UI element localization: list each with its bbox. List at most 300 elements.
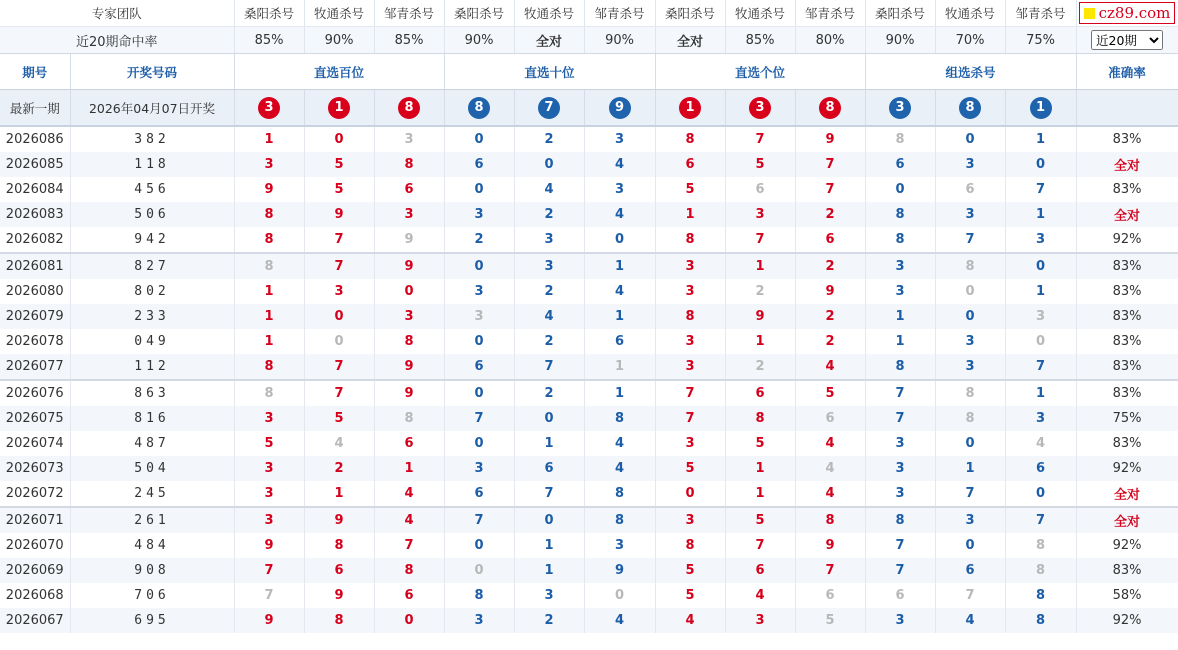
kill-number-cell: 3 — [374, 304, 444, 329]
expert-name: 桑阳杀号 — [865, 0, 935, 27]
draw-number-cell: 382 — [70, 126, 234, 152]
period-select[interactable] — [1091, 30, 1163, 50]
kill-number-cell: 1 — [514, 533, 584, 558]
recent-rate: 90% — [865, 27, 935, 54]
kill-number-cell: 4 — [584, 608, 655, 633]
kill-number-cell: 9 — [234, 608, 304, 633]
kill-number-cell: 8 — [1005, 608, 1076, 633]
kill-number-cell: 5 — [725, 507, 795, 533]
kill-number-cell: 9 — [304, 202, 374, 227]
kill-number-cell: 7 — [865, 533, 935, 558]
kill-number-cell: 0 — [444, 533, 514, 558]
recent-rate: 85% — [725, 27, 795, 54]
kill-number-cell: 6 — [795, 406, 865, 431]
number-ball: 1 — [679, 97, 701, 119]
expert-name: 牧通杀号 — [725, 0, 795, 27]
kill-number-cell: 8 — [655, 227, 725, 253]
kill-number-cell: 7 — [1005, 177, 1076, 202]
expert-name: 牧通杀号 — [514, 0, 584, 27]
period-cell: 2026074 — [0, 431, 70, 456]
kill-number-cell: 3 — [234, 406, 304, 431]
kill-number-cell: 3 — [1005, 304, 1076, 329]
kill-number-cell: 3 — [655, 354, 725, 380]
kill-number-cell: 3 — [444, 304, 514, 329]
kill-number-cell: 6 — [1005, 456, 1076, 481]
draw-number-cell: 484 — [70, 533, 234, 558]
accuracy-cell: 全对 — [1076, 152, 1178, 177]
kill-number-cell: 5 — [304, 152, 374, 177]
kill-number-cell: 3 — [655, 279, 725, 304]
kill-number-cell: 7 — [795, 558, 865, 583]
kill-number-cell: 1 — [514, 558, 584, 583]
kill-number-cell: 1 — [234, 304, 304, 329]
kill-number-cell: 0 — [514, 152, 584, 177]
table-row — [0, 253, 1178, 279]
kill-number-cell: 0 — [304, 304, 374, 329]
draw-number-cell: 456 — [70, 177, 234, 202]
kill-number-cell: 8 — [935, 380, 1005, 406]
kill-number-cell: 3 — [725, 202, 795, 227]
expert-name: 牧通杀号 — [935, 0, 1005, 27]
latest-row — [0, 90, 1178, 127]
period-cell: 2026071 — [0, 507, 70, 533]
kill-number-cell: 6 — [795, 583, 865, 608]
kill-number-cell: 8 — [234, 227, 304, 253]
kill-number-cell: 6 — [935, 177, 1005, 202]
kill-number-cell: 1 — [865, 304, 935, 329]
kill-number-cell: 3 — [584, 177, 655, 202]
accuracy-cell: 83% — [1076, 431, 1178, 456]
draw-number-cell: 695 — [70, 608, 234, 633]
table-row — [0, 177, 1178, 202]
accuracy-cell: 全对 — [1076, 481, 1178, 507]
kill-number-cell: 2 — [725, 279, 795, 304]
kill-number-cell: 7 — [304, 380, 374, 406]
latest-ball-cell — [234, 90, 304, 127]
period-cell: 2026076 — [0, 380, 70, 406]
latest-ball-cell — [655, 90, 725, 127]
latest-ball-cell — [444, 90, 514, 127]
kill-number-cell: 6 — [725, 177, 795, 202]
kill-number-cell: 3 — [865, 431, 935, 456]
kill-number-cell: 8 — [725, 406, 795, 431]
kill-number-cell: 1 — [1005, 126, 1076, 152]
kill-number-cell: 3 — [584, 533, 655, 558]
kill-number-cell: 0 — [444, 253, 514, 279]
kill-number-cell: 3 — [234, 507, 304, 533]
number-ball: 3 — [258, 97, 280, 119]
table-row — [0, 533, 1178, 558]
table-row — [0, 380, 1178, 406]
kill-number-cell: 7 — [444, 406, 514, 431]
kill-number-cell: 3 — [444, 279, 514, 304]
kill-number-cell: 8 — [1005, 533, 1076, 558]
table-row — [0, 152, 1178, 177]
kill-number-cell: 6 — [374, 431, 444, 456]
kill-number-cell: 4 — [655, 608, 725, 633]
latest-ball-cell — [1005, 90, 1076, 127]
kill-number-cell: 4 — [935, 608, 1005, 633]
number-ball: 9 — [609, 97, 631, 119]
expert-name: 牧通杀号 — [304, 0, 374, 27]
kill-number-cell: 0 — [1005, 481, 1076, 507]
recent-rate: 90% — [444, 27, 514, 54]
kill-number-cell: 6 — [444, 152, 514, 177]
kill-number-cell: 1 — [584, 304, 655, 329]
kill-number-cell: 0 — [1005, 253, 1076, 279]
table-row — [0, 227, 1178, 253]
period-cell: 2026079 — [0, 304, 70, 329]
kill-number-cell: 3 — [865, 481, 935, 507]
draw-number-cell: 118 — [70, 152, 234, 177]
kill-number-cell: 1 — [725, 329, 795, 354]
accuracy-cell: 75% — [1076, 406, 1178, 431]
kill-number-cell: 3 — [584, 126, 655, 152]
kill-number-cell: 8 — [374, 152, 444, 177]
kill-number-cell: 0 — [935, 304, 1005, 329]
expert-name: 邹青杀号 — [1005, 0, 1076, 27]
site-logo[interactable] — [1079, 2, 1176, 24]
kill-number-cell: 6 — [865, 152, 935, 177]
kill-number-cell: 7 — [725, 126, 795, 152]
kill-number-cell: 0 — [935, 126, 1005, 152]
draw-number-cell: 706 — [70, 583, 234, 608]
kill-number-cell: 7 — [1005, 354, 1076, 380]
period-cell: 2026083 — [0, 202, 70, 227]
kill-number-cell: 2 — [514, 608, 584, 633]
accuracy-cell: 83% — [1076, 177, 1178, 202]
kill-number-cell: 4 — [725, 583, 795, 608]
recent-rate: 85% — [374, 27, 444, 54]
kill-number-cell: 3 — [655, 507, 725, 533]
kill-number-cell: 8 — [795, 507, 865, 533]
period-cell: 2026068 — [0, 583, 70, 608]
kill-number-cell: 8 — [234, 253, 304, 279]
kill-number-cell: 9 — [725, 304, 795, 329]
kill-number-cell: 9 — [374, 380, 444, 406]
kill-number-cell: 0 — [444, 126, 514, 152]
table-row — [0, 126, 1178, 152]
kill-number-cell: 2 — [514, 329, 584, 354]
period-cell: 2026070 — [0, 533, 70, 558]
kill-number-cell: 8 — [584, 481, 655, 507]
latest-label: 最新一期 — [0, 90, 70, 127]
kill-number-cell: 3 — [514, 253, 584, 279]
kill-number-cell: 1 — [725, 253, 795, 279]
kill-number-cell: 8 — [374, 329, 444, 354]
kill-number-cell: 0 — [935, 533, 1005, 558]
draw-number-cell: 827 — [70, 253, 234, 279]
recent-rate-row — [0, 27, 1178, 54]
kill-number-cell: 0 — [444, 380, 514, 406]
kill-number-cell: 6 — [444, 481, 514, 507]
kill-number-cell: 4 — [514, 304, 584, 329]
recent-rate: 90% — [584, 27, 655, 54]
kill-number-cell: 3 — [655, 253, 725, 279]
kill-number-cell: 1 — [234, 329, 304, 354]
recent-rate: 全对 — [655, 27, 725, 54]
kill-number-cell: 1 — [374, 456, 444, 481]
table-row — [0, 202, 1178, 227]
kill-number-cell: 1 — [234, 126, 304, 152]
kill-number-cell: 2 — [795, 304, 865, 329]
draw-number-cell: 487 — [70, 431, 234, 456]
kill-number-cell: 3 — [1005, 227, 1076, 253]
expert-name: 桑阳杀号 — [444, 0, 514, 27]
kill-number-cell: 7 — [304, 227, 374, 253]
latest-accuracy-empty — [1076, 90, 1178, 127]
kill-number-cell: 8 — [304, 608, 374, 633]
kill-number-cell: 7 — [795, 177, 865, 202]
kill-number-cell: 8 — [584, 507, 655, 533]
number-ball: 8 — [959, 97, 981, 119]
recent-rate: 90% — [304, 27, 374, 54]
col-group-units: 直选个位 — [655, 54, 865, 90]
kill-number-cell: 9 — [584, 558, 655, 583]
kill-number-cell: 3 — [304, 279, 374, 304]
period-select-cell — [1076, 27, 1178, 54]
kill-number-cell: 6 — [514, 456, 584, 481]
kill-number-cell: 3 — [1005, 406, 1076, 431]
latest-ball-cell — [514, 90, 584, 127]
kill-number-cell: 8 — [865, 227, 935, 253]
kill-number-cell: 0 — [514, 406, 584, 431]
period-cell: 2026077 — [0, 354, 70, 380]
table-row — [0, 608, 1178, 633]
kill-number-cell: 4 — [584, 279, 655, 304]
period-cell: 2026067 — [0, 608, 70, 633]
period-cell: 2026073 — [0, 456, 70, 481]
kill-number-cell: 8 — [655, 533, 725, 558]
kill-number-cell: 6 — [374, 583, 444, 608]
table-row — [0, 507, 1178, 533]
kill-number-cell: 8 — [584, 406, 655, 431]
kill-number-cell: 2 — [514, 279, 584, 304]
kill-number-cell: 0 — [655, 481, 725, 507]
draw-number-cell: 245 — [70, 481, 234, 507]
kill-number-cell: 6 — [725, 380, 795, 406]
kill-number-cell: 7 — [935, 583, 1005, 608]
kill-number-cell: 7 — [725, 533, 795, 558]
kill-number-cell: 9 — [795, 533, 865, 558]
kill-number-cell: 1 — [584, 354, 655, 380]
accuracy-cell: 全对 — [1076, 202, 1178, 227]
kill-number-cell: 4 — [1005, 431, 1076, 456]
kill-number-cell: 3 — [935, 152, 1005, 177]
accuracy-cell: 92% — [1076, 456, 1178, 481]
logo-cell — [1076, 0, 1178, 27]
table-row — [0, 406, 1178, 431]
kill-number-cell: 1 — [514, 431, 584, 456]
kill-number-cell: 7 — [795, 152, 865, 177]
kill-number-cell: 3 — [234, 481, 304, 507]
kill-number-cell: 8 — [374, 558, 444, 583]
kill-number-cell: 8 — [1005, 583, 1076, 608]
period-cell: 2026085 — [0, 152, 70, 177]
accuracy-cell: 83% — [1076, 558, 1178, 583]
table-row — [0, 304, 1178, 329]
kill-number-cell: 9 — [304, 583, 374, 608]
recent-rate: 80% — [795, 27, 865, 54]
col-group-hundreds: 直选百位 — [234, 54, 444, 90]
kill-number-cell: 2 — [795, 253, 865, 279]
kill-number-cell: 2 — [444, 227, 514, 253]
latest-ball-cell — [935, 90, 1005, 127]
kill-number-cell: 0 — [935, 279, 1005, 304]
kill-number-cell: 0 — [444, 329, 514, 354]
kill-number-cell: 3 — [935, 329, 1005, 354]
table-row — [0, 481, 1178, 507]
number-ball: 1 — [328, 97, 350, 119]
kill-number-cell: 4 — [514, 177, 584, 202]
table-row — [0, 558, 1178, 583]
kill-number-cell: 9 — [795, 279, 865, 304]
col-draw: 开奖号码 — [70, 54, 234, 90]
kill-number-cell: 7 — [725, 227, 795, 253]
kill-number-cell: 2 — [795, 202, 865, 227]
kill-number-cell: 8 — [234, 202, 304, 227]
kill-number-cell: 7 — [444, 507, 514, 533]
draw-number-cell: 233 — [70, 304, 234, 329]
accuracy-cell: 83% — [1076, 304, 1178, 329]
number-ball: 1 — [1030, 97, 1052, 119]
kill-number-cell: 4 — [374, 481, 444, 507]
latest-ball-cell — [865, 90, 935, 127]
kill-number-cell: 6 — [935, 558, 1005, 583]
table-row — [0, 329, 1178, 354]
kill-number-cell: 5 — [234, 431, 304, 456]
kill-number-cell: 6 — [655, 152, 725, 177]
kill-number-cell: 3 — [725, 608, 795, 633]
kill-number-cell: 8 — [865, 507, 935, 533]
kill-number-cell: 4 — [584, 456, 655, 481]
kill-number-cell: 3 — [444, 202, 514, 227]
kill-number-cell: 9 — [234, 177, 304, 202]
kill-number-cell: 8 — [865, 354, 935, 380]
expert-name: 邹青杀号 — [584, 0, 655, 27]
kill-number-cell: 0 — [935, 431, 1005, 456]
kill-number-cell: 0 — [865, 177, 935, 202]
kill-number-cell: 2 — [304, 456, 374, 481]
number-ball: 3 — [749, 97, 771, 119]
kill-number-cell: 4 — [584, 202, 655, 227]
kill-number-cell: 9 — [374, 227, 444, 253]
kill-number-cell: 6 — [304, 558, 374, 583]
kill-number-cell: 4 — [304, 431, 374, 456]
kill-number-cell: 1 — [304, 481, 374, 507]
draw-number-cell: 506 — [70, 202, 234, 227]
period-cell: 2026078 — [0, 329, 70, 354]
logo-text: cz89.com — [1098, 4, 1171, 22]
period-cell: 2026081 — [0, 253, 70, 279]
kill-number-cell: 9 — [374, 253, 444, 279]
latest-ball-cell — [725, 90, 795, 127]
kill-number-cell: 4 — [795, 354, 865, 380]
kill-number-cell: 3 — [655, 329, 725, 354]
kill-number-cell: 1 — [234, 279, 304, 304]
kill-number-cell: 8 — [1005, 558, 1076, 583]
kill-number-cell: 3 — [234, 152, 304, 177]
col-group-combo: 组选杀号 — [865, 54, 1076, 90]
kill-number-cell: 3 — [514, 227, 584, 253]
kill-number-cell: 8 — [234, 354, 304, 380]
kill-number-cell: 7 — [935, 481, 1005, 507]
kill-number-cell: 3 — [444, 456, 514, 481]
kill-number-cell: 1 — [1005, 279, 1076, 304]
expert-name: 桑阳杀号 — [234, 0, 304, 27]
kill-number-cell: 4 — [795, 456, 865, 481]
expert-name: 邹青杀号 — [374, 0, 444, 27]
kill-number-cell: 8 — [935, 253, 1005, 279]
kill-number-cell: 5 — [304, 406, 374, 431]
kill-number-cell: 0 — [304, 126, 374, 152]
accuracy-cell: 全对 — [1076, 507, 1178, 533]
kill-number-cell: 8 — [234, 380, 304, 406]
kill-number-cell: 7 — [234, 558, 304, 583]
kill-number-cell: 5 — [725, 431, 795, 456]
kill-number-cell: 7 — [865, 558, 935, 583]
col-accuracy: 准确率 — [1076, 54, 1178, 90]
kill-number-cell: 1 — [655, 202, 725, 227]
accuracy-cell: 92% — [1076, 227, 1178, 253]
kill-number-cell: 6 — [795, 227, 865, 253]
accuracy-cell: 83% — [1076, 126, 1178, 152]
kill-number-cell: 3 — [865, 608, 935, 633]
kill-number-cell: 2 — [795, 329, 865, 354]
kill-number-cell: 0 — [1005, 329, 1076, 354]
kill-number-cell: 3 — [865, 279, 935, 304]
kill-number-cell: 0 — [584, 583, 655, 608]
kill-number-cell: 3 — [655, 431, 725, 456]
number-ball: 8 — [819, 97, 841, 119]
table-row — [0, 431, 1178, 456]
kill-number-cell: 9 — [234, 533, 304, 558]
number-ball: 8 — [398, 97, 420, 119]
col-period: 期号 — [0, 54, 70, 90]
kill-number-cell: 0 — [1005, 152, 1076, 177]
draw-number-cell: 908 — [70, 558, 234, 583]
kill-number-cell: 2 — [514, 202, 584, 227]
kill-number-cell: 5 — [795, 380, 865, 406]
kill-number-cell: 6 — [444, 354, 514, 380]
kill-number-cell: 7 — [234, 583, 304, 608]
kill-number-cell: 0 — [444, 177, 514, 202]
kill-number-cell: 6 — [725, 558, 795, 583]
kill-number-cell: 7 — [655, 380, 725, 406]
recent-rate: 75% — [1005, 27, 1076, 54]
kill-number-cell: 6 — [865, 583, 935, 608]
accuracy-cell: 92% — [1076, 608, 1178, 633]
kill-number-cell: 5 — [795, 608, 865, 633]
kill-number-cell: 3 — [935, 354, 1005, 380]
period-cell: 2026086 — [0, 126, 70, 152]
accuracy-cell: 83% — [1076, 279, 1178, 304]
kill-number-cell: 2 — [514, 126, 584, 152]
kill-number-cell: 5 — [655, 456, 725, 481]
recent-rate-label: 近20期命中率 — [0, 27, 234, 54]
period-cell: 2026072 — [0, 481, 70, 507]
kill-number-cell: 1 — [725, 456, 795, 481]
number-ball: 7 — [538, 97, 560, 119]
kill-number-cell: 7 — [514, 481, 584, 507]
kill-number-cell: 3 — [935, 202, 1005, 227]
kill-number-cell: 4 — [584, 431, 655, 456]
kill-number-cell: 2 — [514, 380, 584, 406]
kill-number-cell: 4 — [795, 431, 865, 456]
accuracy-cell: 83% — [1076, 354, 1178, 380]
kill-number-cell: 7 — [1005, 507, 1076, 533]
kill-number-cell: 7 — [304, 354, 374, 380]
